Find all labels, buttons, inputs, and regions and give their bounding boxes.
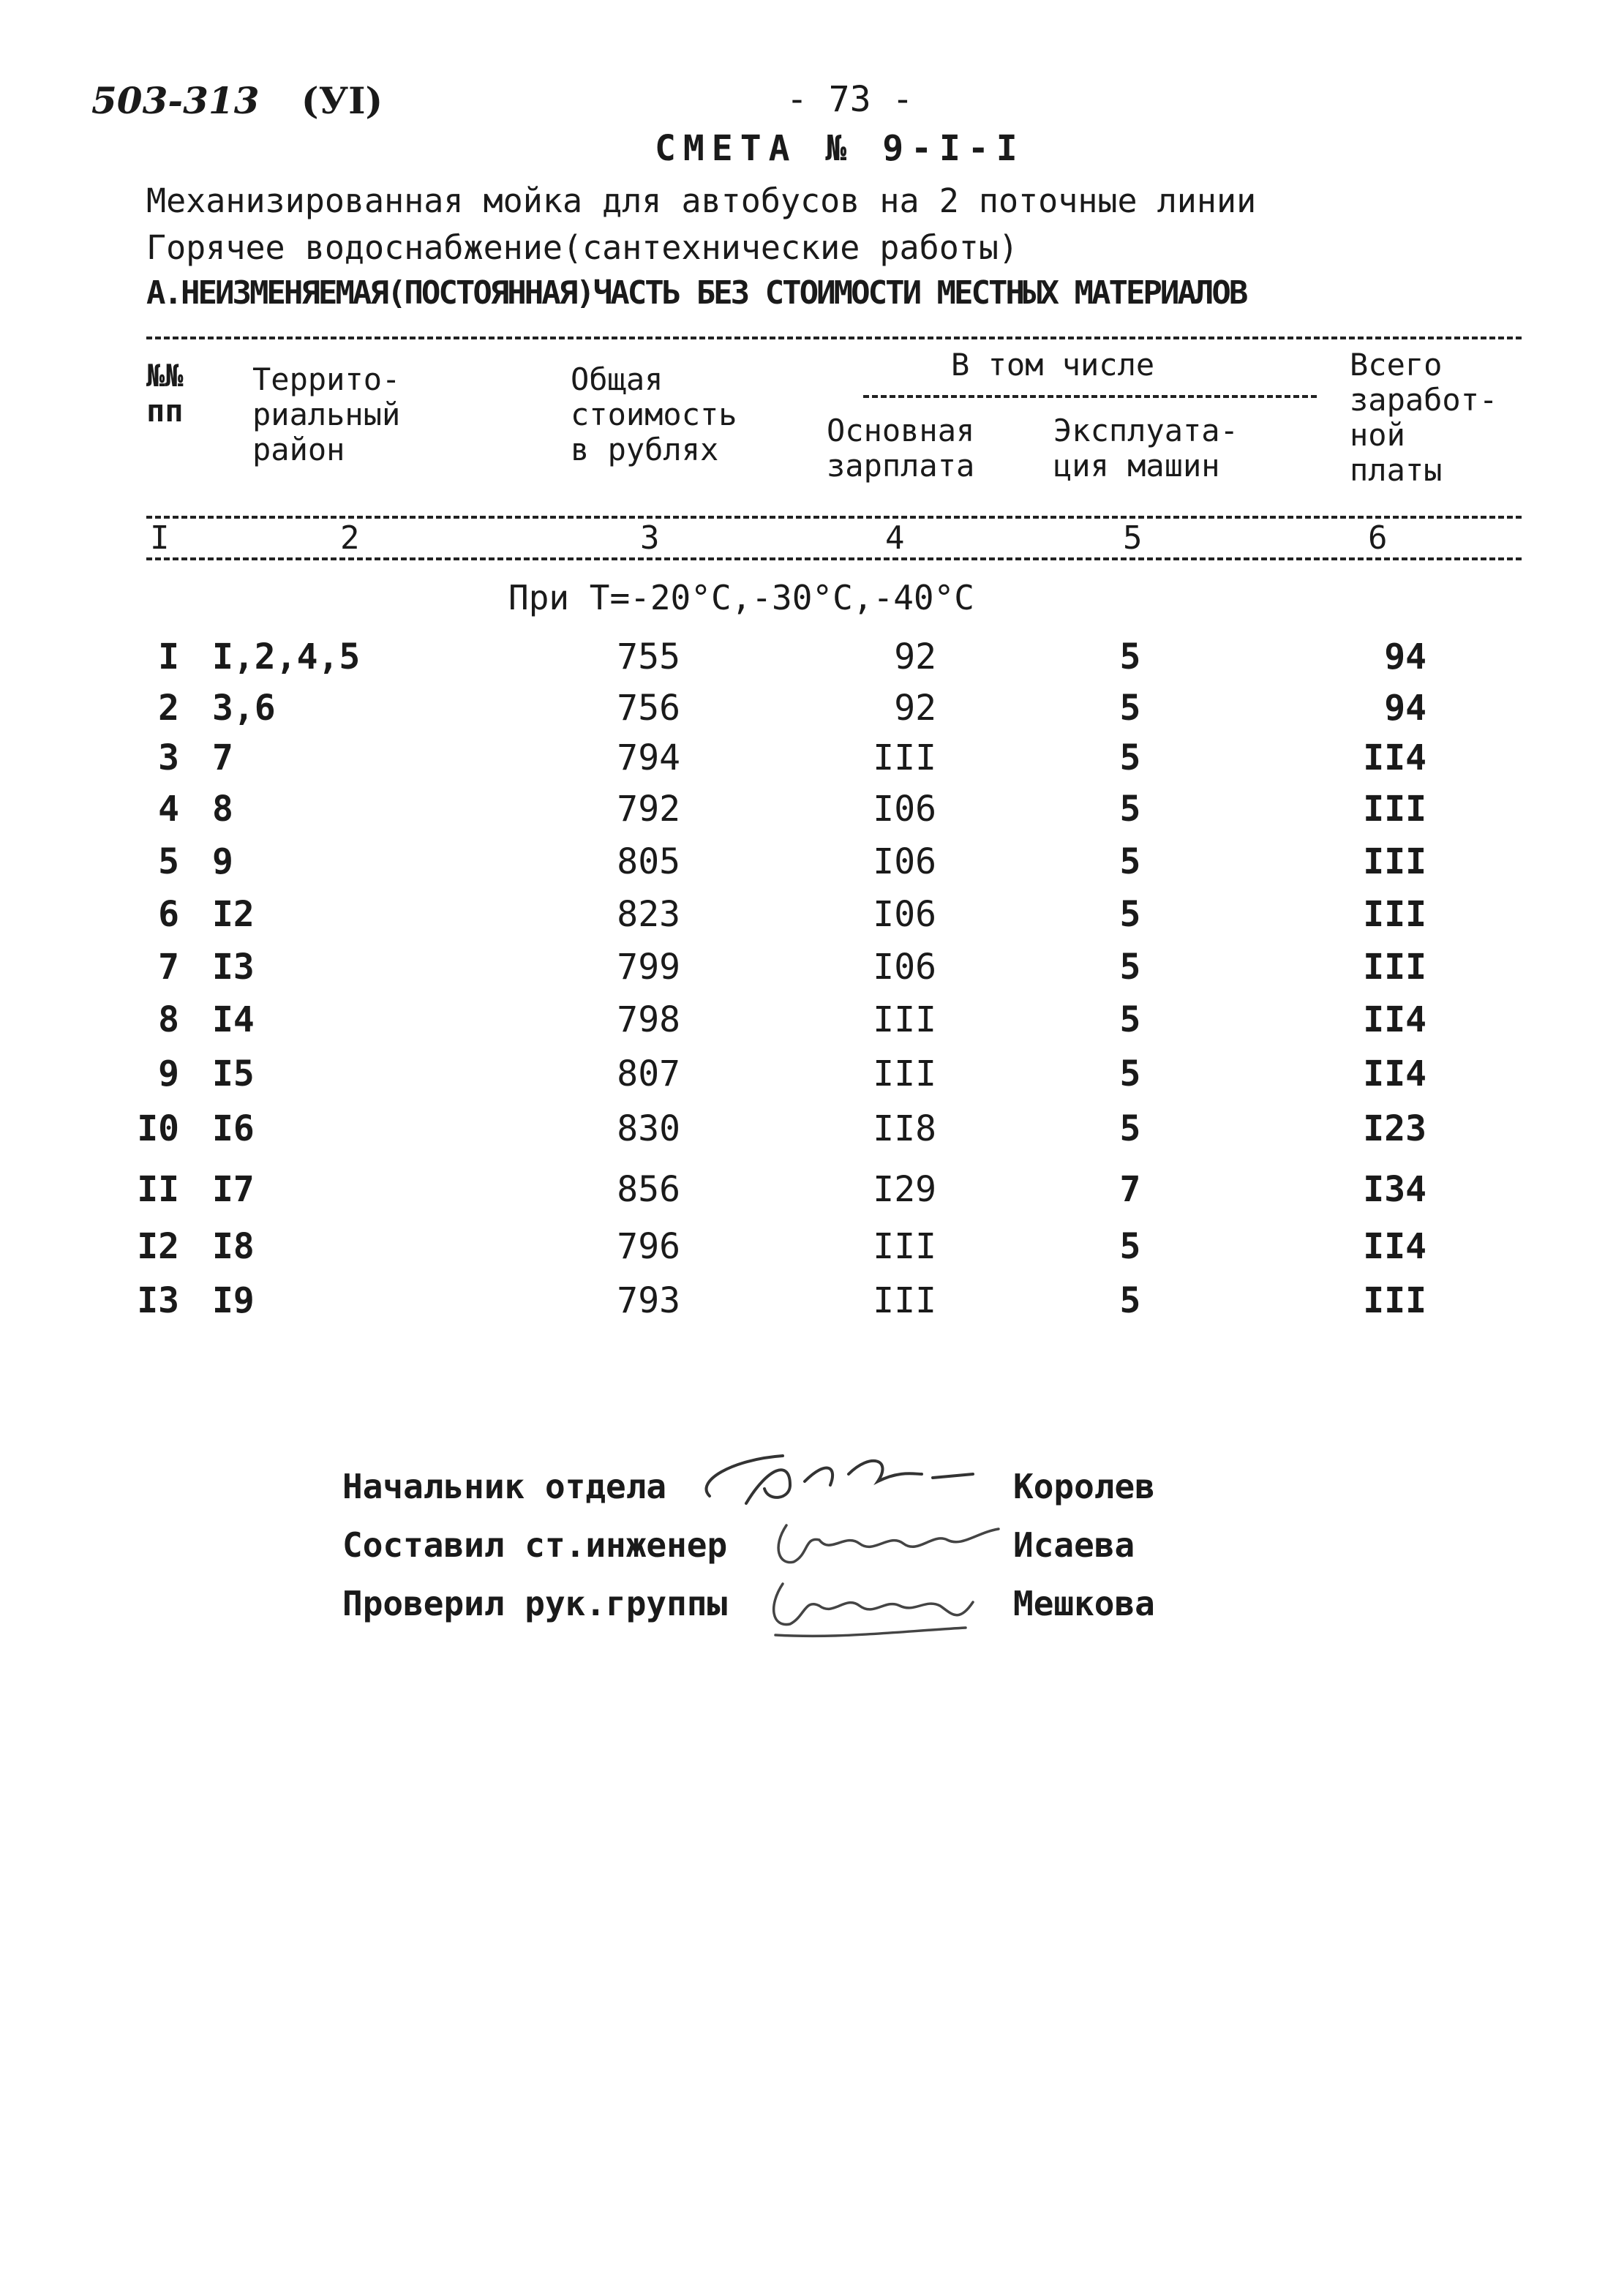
table-row	[0, 789, 1624, 833]
row-total-cost: 756	[617, 688, 680, 729]
row-region: I9	[212, 1280, 255, 1321]
code-number: 503-313	[91, 79, 260, 122]
table-row	[0, 894, 1624, 938]
row-machine-operation: 5	[1119, 1053, 1141, 1094]
colnum-6: 6	[1368, 519, 1388, 557]
row-total-salary: II4	[1363, 999, 1426, 1040]
row-number: I0	[137, 1108, 179, 1149]
row-machine-operation: 5	[1119, 841, 1141, 882]
row-base-wage: III	[873, 1280, 936, 1321]
row-base-wage: I06	[873, 894, 936, 935]
row-total-cost: 798	[617, 999, 680, 1040]
table-row	[0, 1226, 1624, 1270]
page-number: - 73 -	[786, 79, 914, 120]
table-row	[0, 841, 1624, 885]
colnum-1: I	[150, 519, 170, 557]
row-number: 4	[158, 789, 179, 830]
code-suffix: (УI)	[301, 79, 383, 122]
table-row	[0, 1053, 1624, 1097]
row-region: I2	[212, 894, 255, 935]
column-number-top-rule	[146, 516, 1522, 519]
signer-role-engineer: Составил ст.инженер	[342, 1525, 728, 1565]
row-number: 5	[158, 841, 179, 882]
row-number: I3	[137, 1280, 179, 1321]
document-title: СМЕТА № 9-I-I	[655, 128, 1025, 169]
row-total-cost: 755	[617, 636, 680, 677]
row-total-cost: 794	[617, 737, 680, 778]
row-total-cost: 856	[617, 1169, 680, 1210]
row-base-wage: III	[873, 1226, 936, 1267]
row-machine-operation: 7	[1119, 1169, 1141, 1210]
group-rule	[863, 395, 1317, 398]
header-total: Общая стоимость в рублях	[571, 361, 737, 467]
table-row	[0, 1280, 1624, 1324]
row-machine-operation: 5	[1119, 1108, 1141, 1149]
signature-head	[680, 1445, 1017, 1518]
row-total-cost: 830	[617, 1108, 680, 1149]
row-base-wage: I06	[873, 841, 936, 882]
colnum-3: 3	[640, 519, 660, 557]
table-row	[0, 1169, 1624, 1213]
colnum-5: 5	[1123, 519, 1143, 557]
header-region: Террито- риальный район	[252, 361, 401, 467]
row-number: 6	[158, 894, 179, 935]
header-group: В том числе	[951, 347, 1155, 383]
row-region: 8	[212, 789, 233, 830]
row-total-salary: II4	[1363, 737, 1426, 778]
row-total-cost: 823	[617, 894, 680, 935]
row-region: 7	[212, 737, 233, 778]
table-row	[0, 737, 1624, 781]
row-total-cost: 792	[617, 789, 680, 830]
object-name: Механизированная мойка для автобусов на 2 поточные линии	[146, 181, 1257, 220]
row-total-salary: 94	[1384, 636, 1426, 677]
row-machine-operation: 5	[1119, 947, 1141, 988]
row-machine-operation: 5	[1119, 1226, 1141, 1267]
header-salary-total: Всего заработ- ной платы	[1350, 347, 1498, 488]
row-total-cost: 793	[617, 1280, 680, 1321]
table-row	[0, 688, 1624, 732]
row-region: 9	[212, 841, 233, 882]
row-total-cost: 807	[617, 1053, 680, 1094]
table-row	[0, 947, 1624, 991]
row-region: I3	[212, 947, 255, 988]
signature-engineer	[764, 1511, 1013, 1577]
document-code	[91, 79, 383, 122]
row-machine-operation: 5	[1119, 1280, 1141, 1321]
row-total-salary: I34	[1363, 1169, 1426, 1210]
row-base-wage: III	[873, 737, 936, 778]
row-total-cost: 796	[617, 1226, 680, 1267]
row-base-wage: III	[873, 1053, 936, 1094]
row-region: 3,6	[212, 688, 276, 729]
table-top-rule	[146, 337, 1522, 339]
row-number: 3	[158, 737, 179, 778]
section-title: А.НЕИЗМЕНЯЕМАЯ(ПОСТОЯННАЯ)ЧАСТЬ БЕЗ СТОИМОСТИ МЕСТНЫХ МАТЕРИАЛОВ	[146, 274, 1247, 312]
row-machine-operation: 5	[1119, 789, 1141, 830]
signer-name-engineer: Исаева	[1013, 1525, 1135, 1565]
row-machine-operation: 5	[1119, 688, 1141, 729]
signer-role-group-lead: Проверил рук.группы	[342, 1584, 728, 1623]
row-total-cost: 799	[617, 947, 680, 988]
row-total-salary: III	[1363, 789, 1426, 830]
row-base-wage: 92	[894, 636, 936, 677]
row-total-salary: III	[1363, 841, 1426, 882]
signer-role-head: Начальник отдела	[342, 1467, 667, 1506]
row-machine-operation: 5	[1119, 894, 1141, 935]
row-total-salary: II4	[1363, 1226, 1426, 1267]
table-row	[0, 1108, 1624, 1152]
header-wage: Основная зарплата	[827, 413, 975, 484]
row-total-salary: III	[1363, 947, 1426, 988]
row-region: I8	[212, 1226, 255, 1267]
row-region: I,2,4,5	[212, 636, 361, 677]
row-total-salary: III	[1363, 894, 1426, 935]
row-machine-operation: 5	[1119, 636, 1141, 677]
row-region: I5	[212, 1053, 255, 1094]
colnum-2: 2	[340, 519, 360, 557]
column-number-bottom-rule	[146, 557, 1522, 560]
row-machine-operation: 5	[1119, 999, 1141, 1040]
row-total-cost: 805	[617, 841, 680, 882]
table-row	[0, 636, 1624, 680]
row-total-salary: II4	[1363, 1053, 1426, 1094]
row-base-wage: I29	[873, 1169, 936, 1210]
row-total-salary: III	[1363, 1280, 1426, 1321]
row-number: 9	[158, 1053, 179, 1094]
row-base-wage: 92	[894, 688, 936, 729]
row-base-wage: II8	[873, 1108, 936, 1149]
row-number: 7	[158, 947, 179, 988]
row-region: I7	[212, 1169, 255, 1210]
row-number: II	[137, 1169, 179, 1210]
row-number: 8	[158, 999, 179, 1040]
table-row	[0, 999, 1624, 1043]
row-number: I2	[137, 1226, 179, 1267]
row-number: 2	[158, 688, 179, 729]
row-region: I4	[212, 999, 255, 1040]
header-machine: Эксплуата- ция машин	[1053, 413, 1238, 484]
row-number: I	[158, 636, 179, 677]
row-base-wage: I06	[873, 947, 936, 988]
signer-name-head: Королев	[1013, 1467, 1155, 1506]
work-type: Горячее водоснабжение(сантехнические работы)	[146, 228, 1019, 267]
signature-group-lead	[753, 1573, 995, 1642]
temperature-condition: При T=-20°C,-30°C,-40°C	[508, 578, 974, 617]
signer-name-group-lead: Мешкова	[1013, 1584, 1155, 1623]
colnum-4: 4	[885, 519, 905, 557]
row-total-salary: 94	[1384, 688, 1426, 729]
header-num: №№ пп	[146, 358, 184, 429]
row-base-wage: I06	[873, 789, 936, 830]
row-machine-operation: 5	[1119, 737, 1141, 778]
row-region: I6	[212, 1108, 255, 1149]
row-total-salary: I23	[1363, 1108, 1426, 1149]
row-base-wage: III	[873, 999, 936, 1040]
